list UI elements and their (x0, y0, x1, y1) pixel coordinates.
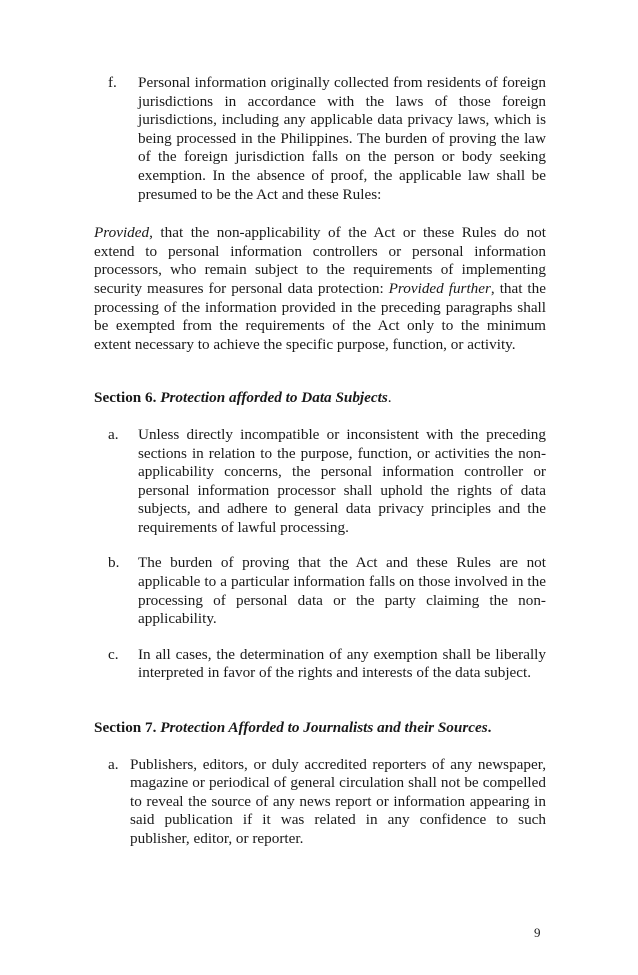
section-6-item-b (94, 554, 546, 628)
list-marker: a. (108, 755, 119, 773)
list-marker: b. (108, 554, 120, 572)
proviso-paragraph (94, 224, 546, 354)
list-item-text: The burden of proving that the Act and these Rules are not applicable to a particular information falls on those involved in the processing of personal data or the party claiming the non-applicability. (138, 554, 546, 628)
section-7-end: . (487, 719, 492, 737)
proviso-text-1: , that the non-applicability of the Act or these Rules do not extend to personal information controllers or personal information processors, who remain subject to the requirements of implementing security measures for personal data protection: (94, 224, 546, 297)
section-6-end: . (387, 389, 392, 407)
list-marker: f. (108, 74, 117, 91)
section-7-title: Protection Afforded to Journalists and their Sources (160, 719, 488, 737)
list-item-text: In all cases, the determination of any exemption shall be liberally interpreted in favor of the rights and interests of the data subject. (138, 645, 546, 682)
list-marker: a. (108, 425, 119, 443)
list-marker: c. (108, 645, 119, 663)
list-item-text: Unless directly incompatible or inconsistent with the preceding sections in relation to the purpose, function, or activities the non-applicability concerns, the personal information controller or personal information processor shall uphold the rights of data subjects, and adhere to general data privacy principles and the requirements of lawful processing. (138, 425, 546, 536)
section-6-title: Protection afforded to Data Subjects (160, 389, 388, 407)
page-number: 9 (534, 925, 541, 940)
section-7-label: Section 7. (94, 719, 161, 737)
document-page (94, 74, 546, 849)
section-7-item-a (94, 756, 546, 849)
section-6-heading (94, 389, 546, 408)
section-7-heading (94, 719, 546, 738)
section-6-label: Section 6. (94, 389, 161, 407)
list-item-text: Publishers, editors, or duly accredited reporters of any newspaper, magazine or periodical of general circulation shall not be compelled to reveal the source of any news report or information appearing in said publication if it was related in any confidence to such publisher, editor, or reporter. (130, 755, 546, 847)
list-item-f (94, 74, 546, 204)
section-6-item-c (94, 646, 546, 683)
proviso-further: Provided further (388, 279, 491, 297)
proviso-lead: Provided (94, 224, 150, 242)
list-item-text: Personal information originally collected from residents of foreign jurisdictions in accordance with the laws of those foreign jurisdictions, including any applicable data privacy laws, which is being processed in the Philippines. The burden of proving the law of the foreign jurisdiction falls on the person or body seeking exemption. In the absence of proof, the applicable law shall be presumed to be the Act and these Rules: (138, 74, 546, 203)
section-6-item-a (94, 426, 546, 538)
proviso-text-2: , that the processing of the information provided in the preceding paragraphs shall be exempted from the requirements of the Act only to the minimum extent necessary to achieve the specific purpose, function, or activity. (94, 279, 546, 353)
